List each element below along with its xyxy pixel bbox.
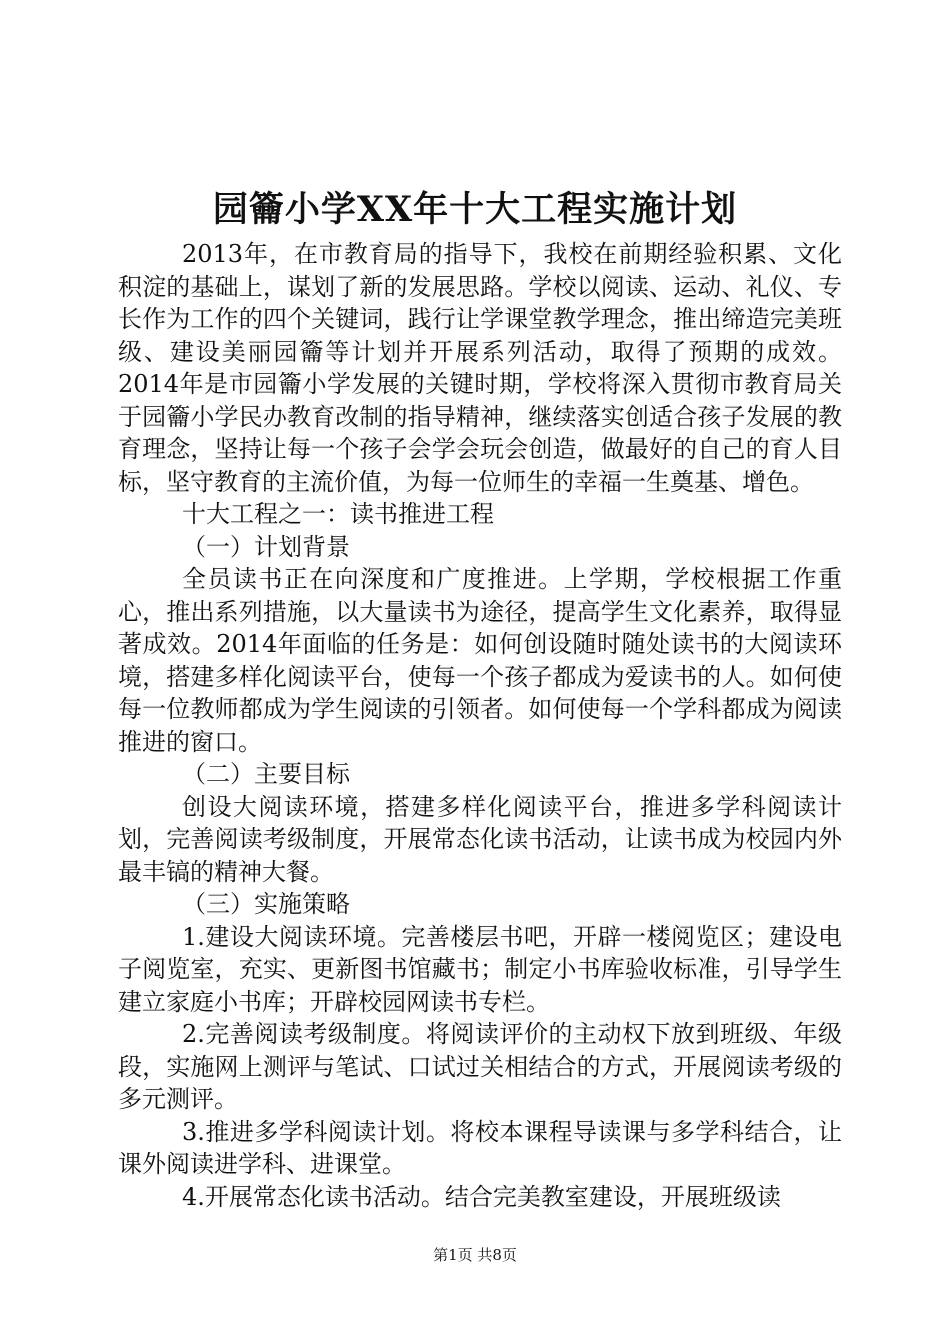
goals-paragraph: 创设大阅读环境，搭建多样化阅读平台，推进多学科阅读计划，完善阅读考级制度，开展常态化读书活动，让读书成为校园内外最丰镐的精神大餐。: [118, 792, 842, 886]
strategy-item-1: 1.建设大阅读环境。完善楼层书吧，开辟一楼阅览区；建设电子阅览室，充实、更新图书馆藏书；制定小书库验收标准，引导学生建立家庭小书库；开辟校园网读书专栏。: [118, 922, 842, 1016]
strategy-item-3: 3.推进多学科阅读计划。将校本课程导读课与多学科结合，让课外阅读进学科、进课堂。: [118, 1117, 842, 1178]
intro-paragraph: 2013年，在市教育局的指导下，我校在前期经验积累、文化积淀的基础上，谋划了新的发展思路。学校以阅读、运动、礼仪、专长作为工作的四个关键词，践行让学课堂教学理念，推出缔造完美班级、建设美丽园籥等计划并开展系列活动，取得了预期的成效。2014年是市园籥小学发展的关键时期，学校将深入贯彻市教育局关于园籥小学民办教育改制的指导精神，继续落实创适合孩子发展的教育理念，坚持让每一个孩子会学会玩会创造，做最好的自己的育人目标，坚守教育的主流价值，为每一位师生的幸福一生奠基、增色。: [118, 240, 842, 496]
page-footer: 第1页 共8页: [433, 1246, 517, 1264]
section-heading: 十大工程之一：读书推进工程: [182, 500, 494, 528]
document-body: [118, 238, 842, 1213]
strategy-item-2: 2.完善阅读考级制度。将阅读评价的主动权下放到班级、年级段，实施网上测评与笔试、口试过关相结合的方式，开展阅读考级的多元测评。: [118, 1020, 842, 1113]
document-title: 园籥小学XX年十大工程实施计划: [212, 189, 738, 230]
subsection-heading-strategy: （三）实施策略: [182, 890, 350, 918]
subsection-heading-goals: （二）主要目标: [182, 760, 350, 788]
strategy-item-4: 4.开展常态化读书活动。结合完美教室建设，开展班级读: [182, 1182, 781, 1211]
background-paragraph: 全员读书正在向深度和广度推进。上学期，学校根据工作重心，推出系列措施，以大量读书为途径，提高学生文化素养，取得显著成效。2014年面临的任务是：如何创设随时随处读书的大阅读环境，搭建多样化阅读平台，使每一个孩子都成为爱读书的人。如何使每一位教师都成为学生阅读的引领者。如何使每一个学科都成为阅读推进的窗口。: [118, 565, 842, 756]
subsection-heading-background: （一）计划背景: [182, 532, 350, 561]
